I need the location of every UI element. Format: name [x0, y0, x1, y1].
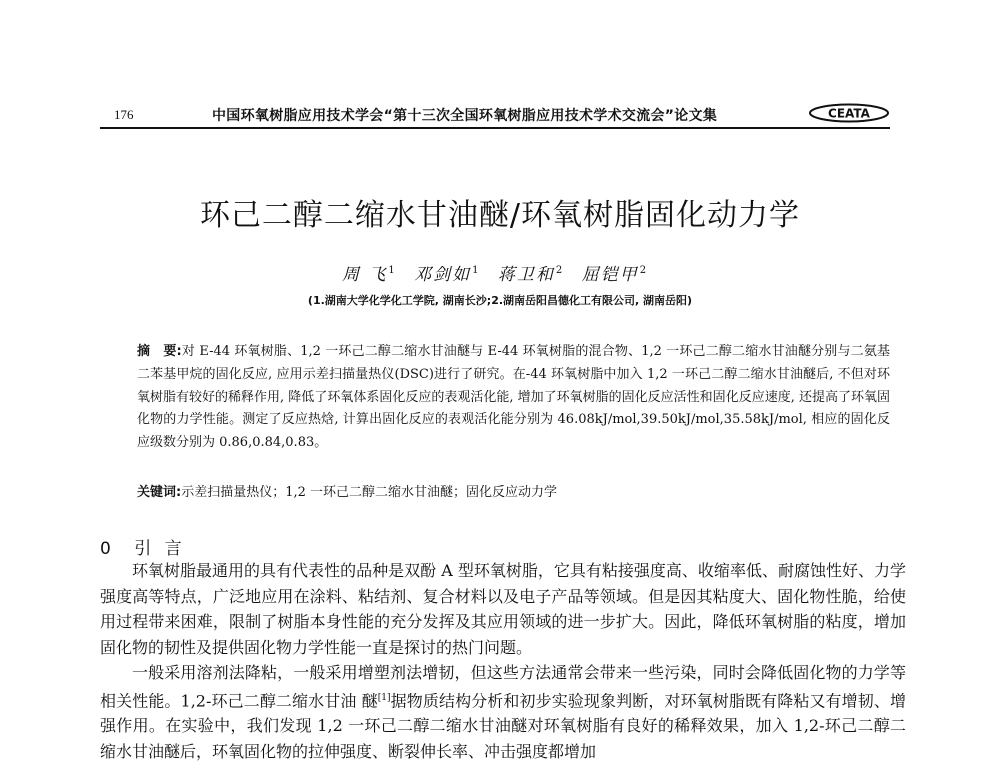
logo-text: CEATA — [828, 106, 870, 121]
keywords-label: 关键词: — [137, 485, 182, 500]
paragraph — [100, 660, 906, 764]
author-name: 蒋卫和 — [497, 265, 555, 285]
paper-title: 环己二醇二缩水甘油醚/环氧树脂固化动力学 — [199, 198, 801, 233]
keywords-text: 示差扫描量热仪；1,2 一环己二醇二缩水甘油醚；固化反应动力学 — [181, 485, 558, 500]
ceata-logo — [808, 103, 890, 123]
author-name: 屈铠甲 — [581, 265, 639, 285]
abstract — [137, 341, 890, 455]
body-text — [100, 558, 906, 764]
keywords — [137, 482, 890, 504]
paragraph-text: 一般采用溶剂法降粘，一般采用增塑剂法增韧，但这些方法通常会带来一些污染，同时会降低固化物的力学等相关性能。1,2-环己二醇二缩水甘油 醚 — [100, 663, 906, 710]
author-name: 邓剑如 — [414, 265, 472, 285]
paragraph-text: 据物质结构分析和初步实验现象判断，对环氧树脂既有降粘又有增韧、增强作用。在实验中，我们发现 1,2 一环己二醇二缩水甘油醚对环氧树脂有良好的稀释效果，加入 1,2-环己二醇二缩水甘油醚后，环氧固化物的拉伸强度、断裂伸长率、冲击强度都增加 — [100, 690, 906, 761]
author-affiliation-mark: 1 — [388, 265, 397, 277]
abstract-text: 对 E-44 环氧树脂、1,2 一环己二醇二缩水甘油醚与 E-44 环氧树脂的混合物、1,2 一环己二醇二缩水甘油醚分别与二氨基二苯基甲烷的固化反应, 应用示差扫描量热仪(DSC)进行了研究。在-44 环氧树脂中加入 1,2 一环己二醇二缩水甘油醚后, 不但对环氧树脂有较好的稀释作用, 降低了环氧体系固化反应的表观活化能, 增加了环氧树脂的固化反应活性和固化反应速度, 还提高了环氧固化物的力学性能。测定了反应热焓, 计算出固化反应的表观活化能分别为 46.08kJ/mol,39.50kJ/mol,35.58kJ/mol, 相应的固化反应级数分别为 0.86,0.84,0.83。 — [137, 344, 890, 451]
running-header — [100, 103, 890, 127]
citation-ref: [1] — [377, 692, 391, 703]
header-rule — [100, 127, 890, 129]
section-number: 0 — [100, 539, 115, 559]
section-heading — [100, 534, 186, 559]
affiliations: (1.湖南大学化学化工学院, 湖南长沙;2.湖南岳阳昌德化工有限公司, 湖南岳阳) — [307, 294, 693, 307]
section-title: 引 言 — [134, 539, 186, 559]
author-name: 周 飞 — [341, 265, 388, 285]
paragraph: 环氧树脂最通用的具有代表性的品种是双酚 A 型环氧树脂，它具有粘接强度高、收缩率低、耐腐蚀性好、力学强度高等特点，广泛地应用在涂料、粘结剂、复合材料以及电子产品等领域。但是因其粘度大、固化物性脆，给使用过程带来困难，限制了树脂本身性能的充分发挥及其应用领域的进一步扩大。因此，降低环氧树脂的粘度，增加固化物的韧性及提供固化物力学性能一直是探讨的热门问题。 — [100, 561, 906, 657]
author-affiliation-mark: 1 — [472, 265, 481, 277]
author-affiliation-mark: 2 — [639, 265, 649, 277]
proceedings-title: 中国环氧树脂应用技术学会“第十三次全国环氧树脂应用技术学术交流会”论文集 — [212, 108, 718, 124]
page-number: 176 — [114, 107, 134, 122]
author-list — [0, 260, 1000, 285]
abstract-label: 摘 要: — [137, 344, 182, 359]
author-affiliation-mark: 2 — [555, 265, 565, 277]
